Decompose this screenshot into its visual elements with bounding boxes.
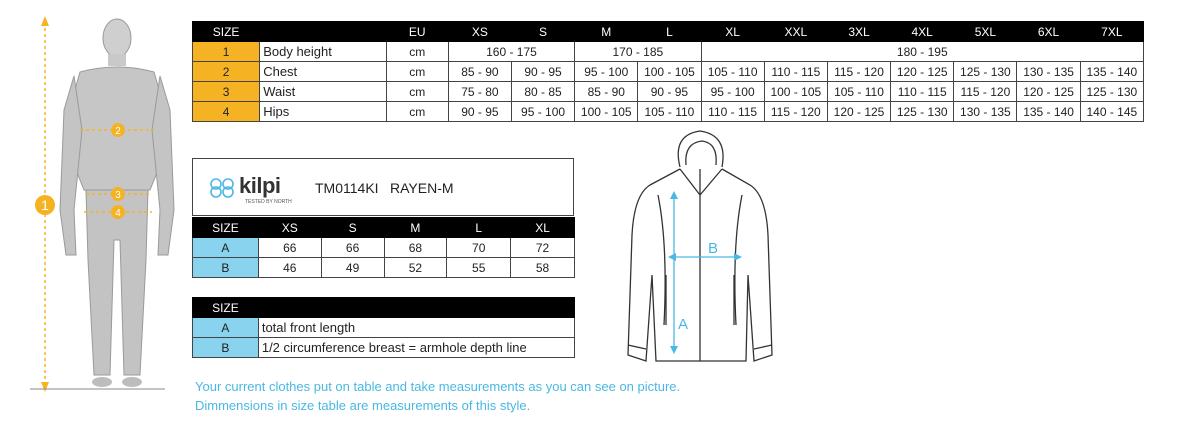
header-cell: EU: [386, 22, 448, 42]
table-cell: 120 - 125: [1017, 82, 1080, 102]
header-cell: 4XL: [891, 22, 954, 42]
legend-desc: 1/2 circumference breast = armhole depth line: [258, 338, 574, 358]
legend-row: [193, 318, 575, 338]
table-cell: 90 - 95: [638, 82, 701, 102]
table-cell: Chest: [260, 62, 386, 82]
product-table-row: [193, 258, 575, 278]
table-cell: Hips: [260, 102, 386, 122]
table-cell: 85 - 90: [575, 82, 638, 102]
header-cell: 6XL: [1017, 22, 1080, 42]
header-cell: M: [575, 22, 638, 42]
table-cell: 130 - 135: [954, 102, 1017, 122]
table-cell: 95 - 100: [511, 102, 574, 122]
table-cell: 100 - 105: [575, 102, 638, 122]
header-cell: XS: [258, 218, 321, 238]
jacket-drawing: [620, 125, 780, 375]
header-cell: S: [511, 22, 574, 42]
table-cell: 75 - 80: [448, 82, 511, 102]
size-table-row: [193, 82, 1144, 102]
note-line-2: Dimmensions in size table are measurements of this style.: [195, 398, 531, 413]
marker-4: 4: [115, 208, 121, 219]
table-cell: 140 - 145: [1080, 102, 1143, 122]
table-cell: 160 - 175: [448, 42, 574, 62]
table-cell: cm: [386, 62, 448, 82]
table-cell: 110 - 115: [891, 82, 954, 102]
header-cell: L: [447, 218, 511, 238]
header-cell: SIZE: [193, 22, 260, 42]
table-cell: 1: [193, 42, 260, 62]
header-cell: XL: [701, 22, 764, 42]
note-line-1: Your current clothes put on table and take measurements as you can see on picture.: [195, 379, 681, 394]
brand-name: kilpi: [239, 173, 281, 198]
table-cell: 115 - 120: [827, 62, 890, 82]
table-cell: 66: [258, 238, 321, 258]
marker-b: B: [708, 240, 719, 257]
marker-3: 3: [115, 190, 121, 201]
header-cell: XL: [511, 218, 575, 238]
table-cell: Waist: [260, 82, 386, 102]
table-cell: 3: [193, 82, 260, 102]
product-size-table: [192, 217, 575, 278]
table-cell: 80 - 85: [511, 82, 574, 102]
size-table-header: [193, 22, 1144, 42]
legend-label: A: [193, 318, 259, 338]
table-cell: 115 - 120: [954, 82, 1017, 102]
table-cell: 105 - 110: [701, 62, 764, 82]
table-cell: 66: [321, 238, 384, 258]
header-cell: XS: [448, 22, 511, 42]
table-cell: 125 - 130: [891, 102, 954, 122]
header-cell: SIZE: [193, 298, 259, 318]
header-cell: M: [384, 218, 447, 238]
table-cell: 90 - 95: [511, 62, 574, 82]
table-cell: 110 - 115: [764, 62, 827, 82]
marker-2: 2: [115, 126, 121, 137]
legend-header: [193, 298, 575, 318]
table-cell: 4: [193, 102, 260, 122]
row-label: A: [193, 238, 259, 258]
header-cell: S: [321, 218, 384, 238]
table-cell: 2: [193, 62, 260, 82]
size-table-row: [193, 62, 1144, 82]
kilpi-logo-icon: [207, 175, 237, 201]
table-cell: 180 - 195: [701, 42, 1143, 62]
header-cell: [260, 22, 386, 42]
product-info-box: [192, 158, 574, 216]
body-figure: [0, 0, 190, 400]
table-cell: 130 - 135: [1017, 62, 1080, 82]
table-cell: cm: [386, 82, 448, 102]
header-cell: XXL: [764, 22, 827, 42]
table-cell: 70: [447, 238, 511, 258]
size-table-row: [193, 42, 1144, 62]
table-cell: 52: [384, 258, 447, 278]
table-cell: 125 - 130: [954, 62, 1017, 82]
table-cell: cm: [386, 102, 448, 122]
table-cell: 120 - 125: [891, 62, 954, 82]
table-cell: 105 - 110: [638, 102, 701, 122]
table-cell: 46: [258, 258, 321, 278]
size-table-row: [193, 102, 1144, 122]
table-cell: cm: [386, 42, 448, 62]
table-cell: 100 - 105: [638, 62, 701, 82]
table-cell: 135 - 140: [1080, 62, 1143, 82]
table-cell: 170 - 185: [575, 42, 701, 62]
legend-label: B: [193, 338, 259, 358]
size-table: [192, 21, 1144, 122]
header-cell: 7XL: [1080, 22, 1143, 42]
table-cell: 100 - 105: [764, 82, 827, 102]
table-cell: 90 - 95: [448, 102, 511, 122]
header-cell: SIZE: [193, 218, 259, 238]
table-cell: 55: [447, 258, 511, 278]
table-cell: 68: [384, 238, 447, 258]
header-cell: L: [638, 22, 701, 42]
table-cell: 85 - 90: [448, 62, 511, 82]
table-cell: 135 - 140: [1017, 102, 1080, 122]
table-cell: 120 - 125: [827, 102, 890, 122]
table-cell: 105 - 110: [827, 82, 890, 102]
marker-1: 1: [41, 197, 49, 213]
legend-row: [193, 338, 575, 358]
table-cell: 110 - 115: [701, 102, 764, 122]
legend-table: [192, 297, 575, 358]
product-name: RAYEN-M: [390, 180, 454, 196]
legend-desc: total front length: [258, 318, 574, 338]
table-cell: 115 - 120: [764, 102, 827, 122]
table-cell: 72: [511, 238, 575, 258]
row-label: B: [193, 258, 259, 278]
header-cell: 5XL: [954, 22, 1017, 42]
product-table-row: [193, 238, 575, 258]
brand-tagline: TESTED BY NORTH: [245, 199, 292, 205]
header-cell: [258, 298, 574, 318]
table-cell: 95 - 100: [575, 62, 638, 82]
table-cell: 95 - 100: [701, 82, 764, 102]
table-cell: 49: [321, 258, 384, 278]
marker-a: A: [678, 316, 689, 333]
product-table-header: [193, 218, 575, 238]
table-cell: Body height: [260, 42, 386, 62]
table-cell: 125 - 130: [1080, 82, 1143, 102]
header-cell: 3XL: [827, 22, 890, 42]
table-cell: 58: [511, 258, 575, 278]
product-code: TM0114KI: [315, 180, 379, 196]
